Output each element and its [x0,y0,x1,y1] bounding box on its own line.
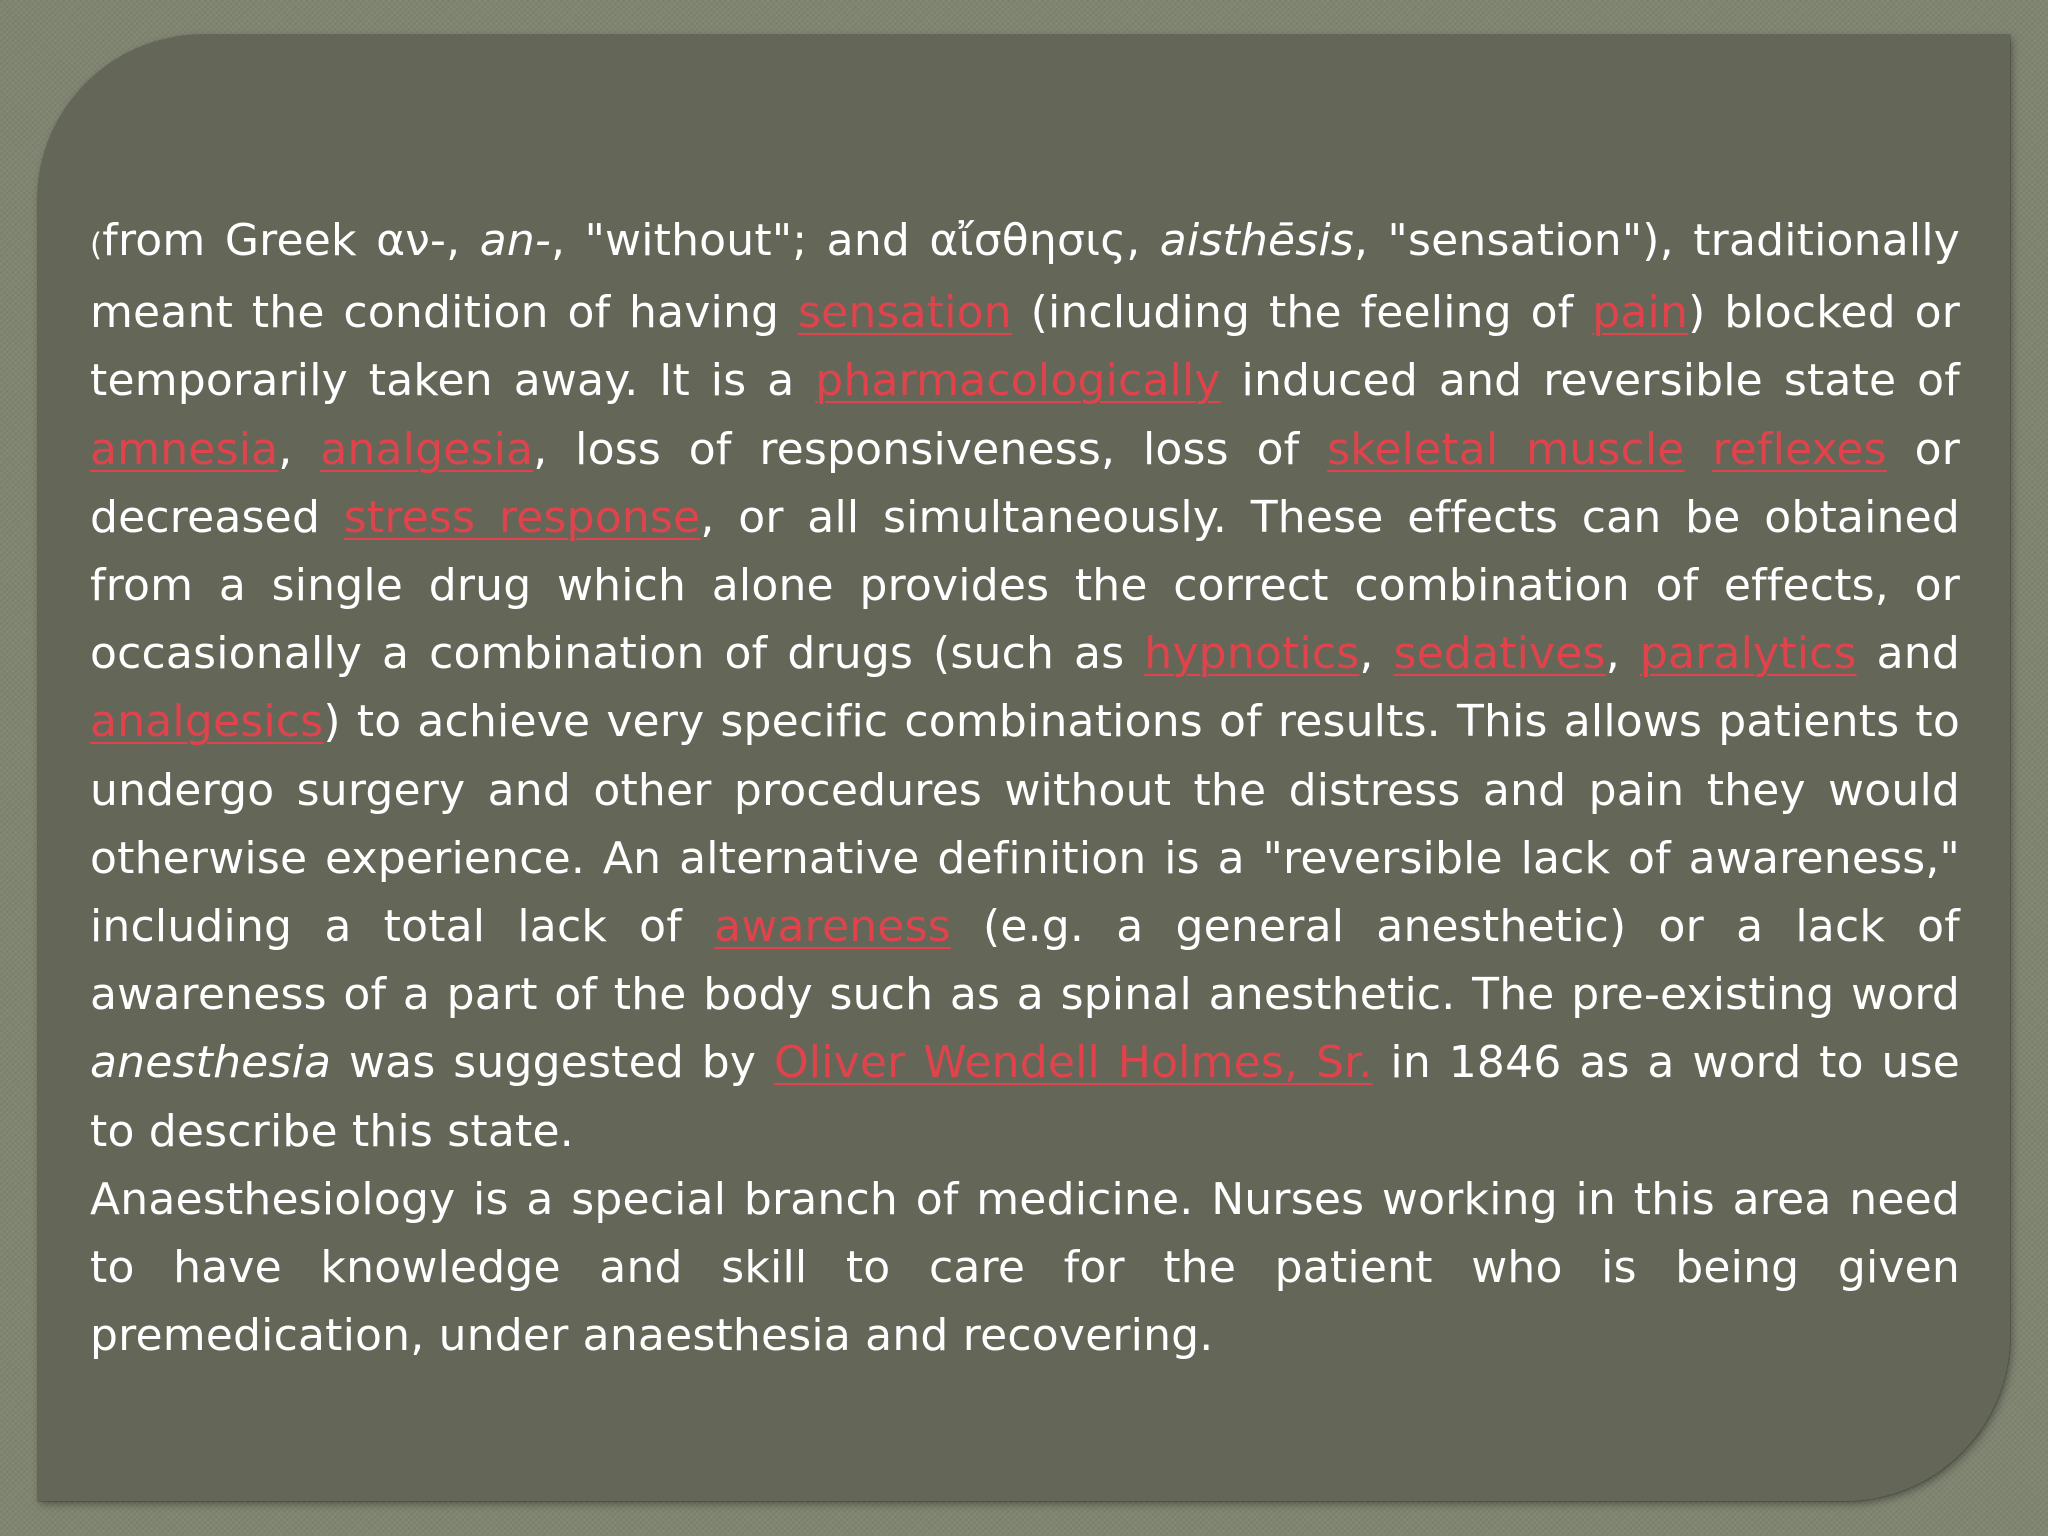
link-amnesia[interactable]: amnesia [90,423,279,475]
link-oliver-wendell-holmes[interactable]: Oliver Wendell Holmes, Sr. [773,1037,1373,1089]
link-analgesia[interactable]: analgesia [320,423,534,475]
text-run: , or all simultaneously. These effects can be obtained from a single drug which alone provides the correct combination of effects, or occasionally a combination of drugs (such as [90,491,1960,680]
text-run: induced and reversible state of [1220,355,1960,407]
link-pain[interactable]: pain [1592,287,1689,339]
text-run: , [1359,628,1394,680]
italic-term-anesthesia: anesthesia [90,1037,332,1089]
italic-term-aisthesis: aisthēsis [1159,215,1354,266]
definition-paragraph [90,207,1960,1166]
text-run: and [1856,628,1960,680]
link-stress-response[interactable]: stress response [343,491,701,543]
text-run: ) blocked or temporarily taken away. It is a [90,287,1960,407]
link-pharmacologically[interactable]: pharmacologically [815,355,1221,407]
text-run: (including the feeling of [1011,287,1593,339]
text-run: from Greek αν-, [102,215,480,266]
text-run: in 1846 as a word to use to describe this state. [90,1037,1960,1157]
anaesthesiology-paragraph: Anaesthesiology is a special branch of medicine. Nurses working in this area need to have knowledge and skill to care for the patient who is being given premedication, under anaesthesia and recovering. [90,1173,1960,1362]
link-hypnotics[interactable]: hypnotics [1144,628,1360,680]
text-run: , [278,423,321,475]
text-run: (e.g. a general anesthetic) or a lack of awareness of a part of the body such as a spinal anesthetic. The pre-existing word [90,901,1960,1021]
text-run: , "sensation"), traditionally meant the condition of having [90,215,1960,339]
text-run [1685,424,1713,475]
slide-content-panel [38,35,2010,1501]
slide-body-text [90,207,1960,1370]
text-run: was suggested by [331,1037,774,1089]
link-sedatives[interactable]: sedatives [1393,628,1606,680]
text-run: or decreased [90,423,1960,543]
link-skeletal-muscle[interactable]: skeletal muscle [1327,423,1685,475]
text-run: ) to achieve very specific combinations of results. This allows patients to undergo surgery and other procedures without the distress and pain they would otherwise experience. An alternative definition is a "reversible lack of awareness," including a total lack of [90,696,1960,953]
link-paralytics[interactable]: paralytics [1639,628,1857,680]
link-sensation[interactable]: sensation [797,287,1012,339]
link-awareness[interactable]: awareness [714,901,951,953]
link-analgesics[interactable]: analgesics [90,696,324,748]
text-run: , loss of responsiveness, loss of [533,423,1328,475]
opening-parenthesis: ( [90,227,103,263]
italic-term-an: an- [479,215,552,266]
text-run: , [1605,628,1640,680]
text-run: , "without"; and αἴσθησις, [551,215,1160,266]
link-reflexes[interactable]: reflexes [1712,423,1887,475]
